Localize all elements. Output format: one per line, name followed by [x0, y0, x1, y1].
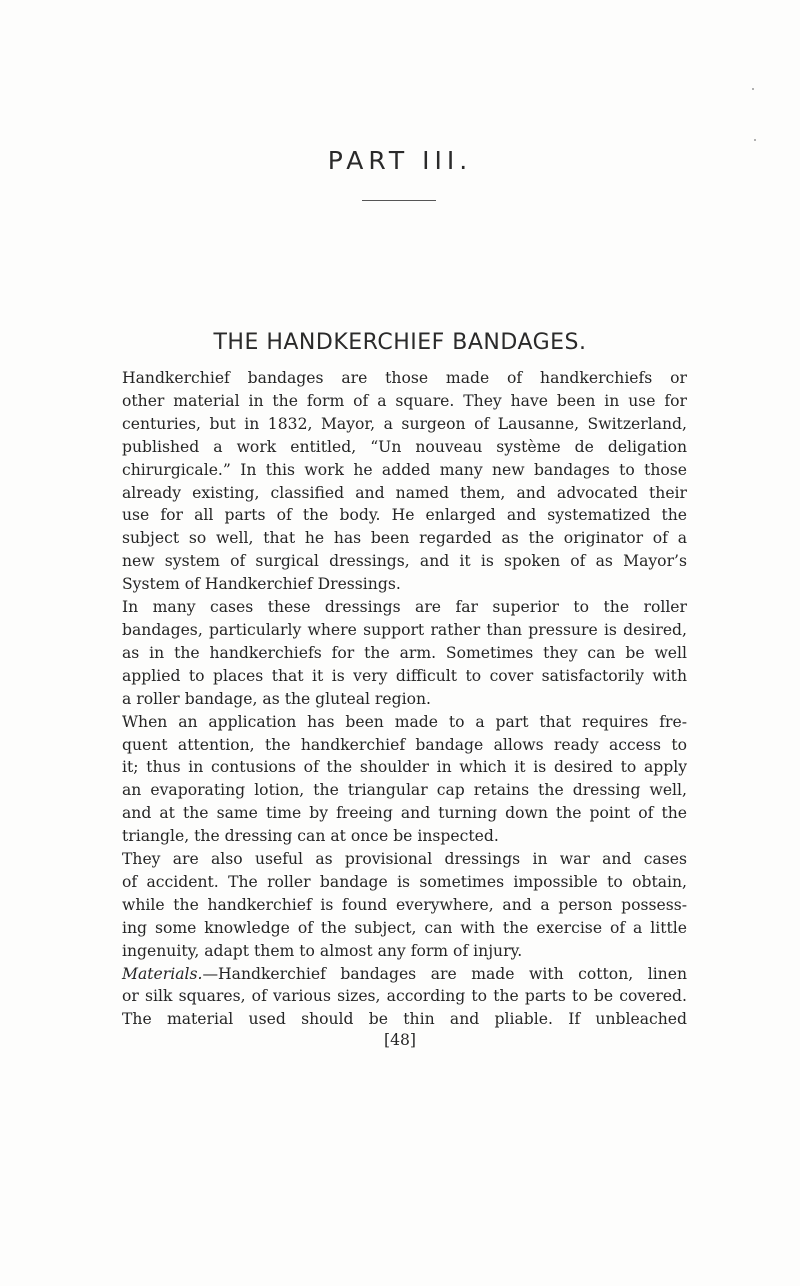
text-line: When an application has been made to a part that requires fre-: [122, 712, 687, 731]
paper-speck: [752, 88, 754, 90]
text-line: ing some knowledge of the subject, can with the exercise of a little: [122, 918, 687, 937]
text-line: already existing, classified and named them, and advocated their: [122, 483, 687, 502]
materials-line: [122, 963, 687, 986]
text-line: use for all parts of the body. He enlarged and systematized the: [122, 506, 687, 525]
text-line: System of Handkerchief Dressings.: [122, 575, 401, 594]
text-line: or silk squares, of various sizes, according to the parts to be covered.: [122, 987, 687, 1006]
text-line: while the handkerchief is found everywhere, and a person possess-: [122, 895, 687, 914]
text-line: applied to places that it is very difficult to cover satisfactorily with: [122, 666, 687, 685]
text-line: centuries, but in 1832, Mayor, a surgeon of Lausanne, Switzerland,: [122, 414, 687, 433]
text-line: other material in the form of a square. They have been in use for: [122, 391, 687, 410]
paper-speck: [754, 139, 756, 141]
part-heading: PART III.: [327, 146, 473, 175]
text-line: chirurgicale.” In this work he added many new bandages to those: [122, 460, 687, 479]
chapter-title: THE HANDKERCHIEF BANDAGES.: [213, 330, 587, 355]
text-line: quent attention, the handkerchief bandage allows ready access to: [122, 735, 687, 754]
text-line: an evaporating lotion, the triangular cap retains the dressing well,: [122, 781, 687, 800]
text-line: bandages, particularly where support rather than pressure is desired,: [122, 620, 687, 639]
text-line: of accident. The roller bandage is sometimes impossible to obtain,: [122, 872, 687, 891]
text-line: In many cases these dressings are far superior to the roller: [122, 598, 687, 617]
text-line: new system of surgical dressings, and it is spoken of as Mayor’s: [122, 552, 687, 571]
text-line: subject so well, that he has been regarded as the originator of a: [122, 529, 687, 548]
text-line: it; thus in contusions of the shoulder in which it is desired to apply: [122, 758, 687, 777]
materials-label: Materials.: [122, 964, 203, 983]
text-line: Handkerchief bandages are those made of handkerchiefs or: [122, 369, 687, 387]
text-line: ingenuity, adapt them to almost any form of injury.: [122, 941, 523, 960]
text-line: as in the handkerchiefs for the arm. Sometimes they can be well: [122, 643, 687, 662]
materials-text: —Handkerchief bandages are made with cotton, linen: [202, 964, 687, 983]
text-line: a roller bandage, as the gluteal region.: [122, 689, 431, 708]
text-line: and at the same time by freeing and turning down the point of the: [122, 804, 687, 823]
heading-rule: [362, 200, 436, 201]
text-line: The material used should be thin and pliable. If unbleached: [122, 1010, 687, 1029]
text-line: triangle, the dressing can at once be inspected.: [122, 827, 499, 846]
body-text: [122, 367, 687, 1031]
page-number: [48]: [383, 1031, 416, 1049]
text-line: They are also useful as provisional dressings in war and cases: [122, 850, 687, 869]
text-line: published a work entitled, “Un nouveau système de deligation: [122, 437, 687, 456]
